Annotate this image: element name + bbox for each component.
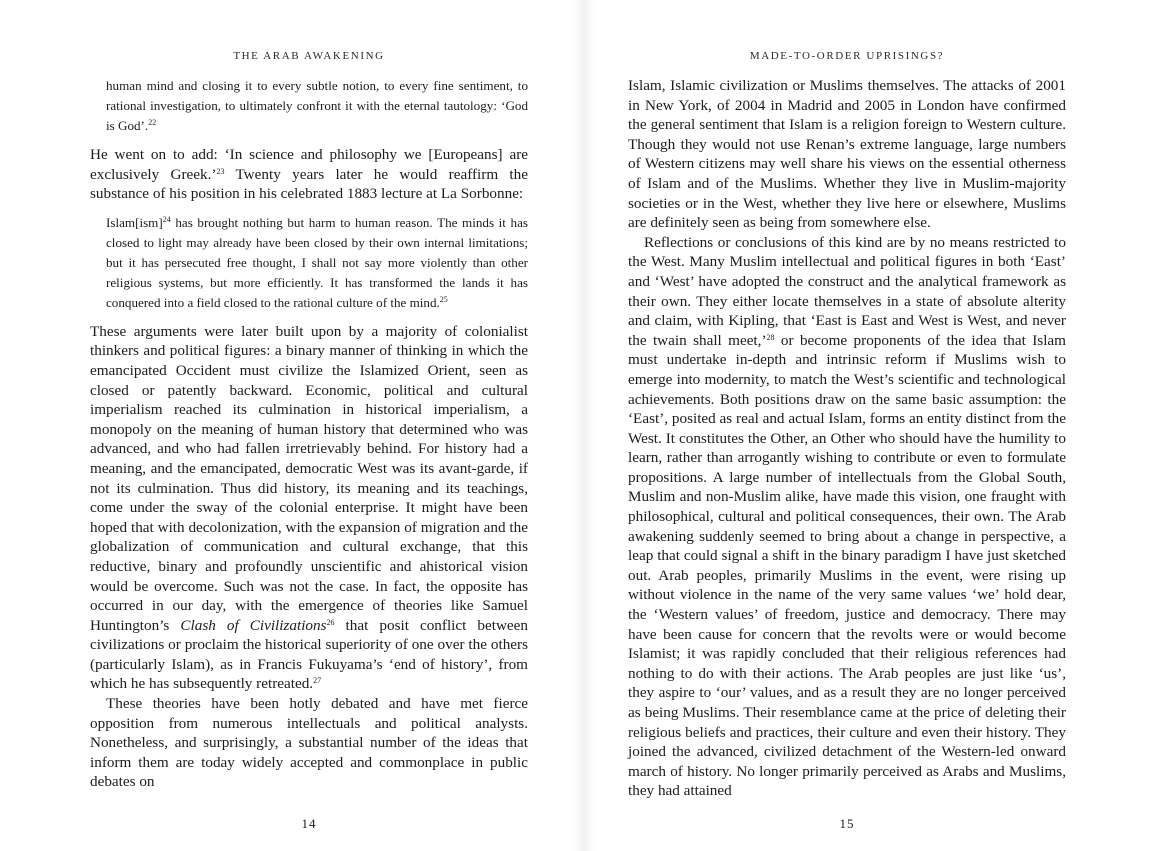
paragraph-text: Reflections or conclusions of this kind are by no means restricted to the West. Many Muslim intellectual and political figures in both ‘East’ and ‘West’ have adopted the construct and the analytical framework as their own. They either locate themselves in a state of absolute alterity and claim, with Kipling, that ‘East is East and West is West, and never the twain shall meet,’ [628,233,1066,349]
footnote-ref-28[interactable]: 28 [766,332,775,342]
footnote-ref-22[interactable]: 22 [148,118,157,127]
paragraph-2 [90,322,528,694]
paragraph-text: that posit conflict between civilizations or proclaim the historical superiority of one over the others (particularly Islam), as in Francis Fukuyama’s ‘end of history’, from which he has subsequently retreated. [90,616,528,693]
right-page [628,0,1066,851]
paragraph-5 [628,233,1066,801]
footnote-ref-24[interactable]: 24 [162,214,171,224]
block-quote-1 [106,76,528,136]
paragraph-text: These arguments were later built upon by a majority of colonialist thinkers and political figures: a binary manner of thinking in which the emancipated Occident must civilize the Islamized Orient, seen as closed or patently backward. Economic, political and cultural imperialism reached its culmination in historical imperialism, a monopoly on the meaning of human history that determined who was advanced, and who had fallen irretrievably behind. For history had a meaning, and the emancipated, democratic West was its avant-garde, if not its culmination. Thus did history, its meaning and its teachings, come under the sway of the colonial enterprise. It might have been hoped that with decolonization, with the expansion of migration and the globalization of communication and cultural exchange, that this reductive, binary and profoundly unscientific and ahistorical vision would be overcome. Such was not the case. In fact, the opposite has occurred in our day, with the emergence of theories like Samuel Huntington’s [90,322,528,634]
block-quote-2 [106,213,528,313]
page-number-left: 14 [301,816,317,831]
running-head-right: MADE-TO-ORDER UPRISINGS? [749,50,945,62]
paragraph-text: or become proponents of the idea that Islam must undertake in-depth and intrinsic reform if Muslims wish to emerge into modernity, to match the West’s scientific and technological achievements. Both positions draw on the same basic assumption: the ‘East’, posited as real and actual Islam, forms an entity distinct from the West. It constitutes the Other, an Other who should have the humility to learn, rather than arrogantly wishing to contribute or even to formulate propositions. A large number of intellectuals from the Global South, Muslim and non-Muslim alike, have made this vision, one fraught with philosophical, cultural and political consequences, their own. The Arab awakening suddenly seemed to bring about a change in perspective, a leap that could signal a shift in the binary paradigm I have just sketched out. Arab peoples, primarily Muslims in the event, were rising up without violence in the name of the very same values ‘we’ hold dear, the ‘Western values’ of freedom, justice and democracy. There may have been cause for concern that the revolts were or would become Islamist; it was rapidly concluded that their religious references had nothing to do with their actions. The Arab peoples are just like ‘us’, they aspire to ‘our’ values, and as a result they are no longer perceived as being Muslims. Their resemblance came at the price of deleting their religious beliefs and practices, their culture and even their history. They joined the advanced, civilized detachment of the Western-led onward march of history. No longer primarily perceived as Arabs and Muslims, they had attained [628,331,1066,800]
paragraph-1 [90,145,528,204]
quote-text: Islam[ism] [106,214,163,230]
page-number-right: 15 [839,816,855,831]
footnote-ref-27[interactable]: 27 [313,676,322,686]
footnote-ref-23[interactable]: 23 [216,166,225,176]
left-page-body [90,76,528,792]
quote-text: has brought nothing but harm to human reason. The minds it has closed to light may already have been closed by their own internal limitations; but it has persecuted free thought, I shall not say more violently than other religious systems, but more efficiently. It has transformed the lands it has conquered into a field closed to the rational culture of the mind. [106,214,528,310]
book-title-italic: Clash of Civilizations [180,616,327,634]
paragraph-4: Islam, Islamic civilization or Muslims themselves. The attacks of 2001 in New York, of 2004 in Madrid and 2005 in London have confirmed the general sentiment that Islam is a religion foreign to Western culture. Though they would not use Renan’s extreme language, large numbers of Western citizens may well share his views on the essential otherness of Islam and of the Muslims. Whether they live in Muslim-majority societies or in the West, whether they live here or elsewhere, Muslims are definitely seen as being from somewhere else. [628,77,1066,232]
paragraph-text: He went on to add: ‘In science and philosophy we [Europeans] are exclusively Greek.’ [90,146,528,183]
left-page [90,0,528,851]
paragraph-3: These theories have been hotly debated and have met fierce opposition from numerous intellectuals and political analysts. Nonetheless, and surprisingly, a substantial number of the ideas that inform them are today widely accepted and commonplace in public debates on [90,695,528,791]
footnote-ref-26[interactable]: 26 [326,617,335,627]
book-gutter [574,0,594,851]
running-head-left: THE ARAB AWAKENING [233,50,385,62]
footnote-ref-25[interactable]: 25 [439,294,448,304]
quote-text: human mind and closing it to every subtle notion, to every fine sentiment, to rational investigation, to ultimately confront it with the eternal tautology: ‘God is God’. [106,78,528,133]
paragraph-text: Twenty years later he would reaffirm the substance of his position in his celebrated 1883 lecture at La Sorbonne: [90,165,528,203]
right-page-body [628,76,1066,801]
